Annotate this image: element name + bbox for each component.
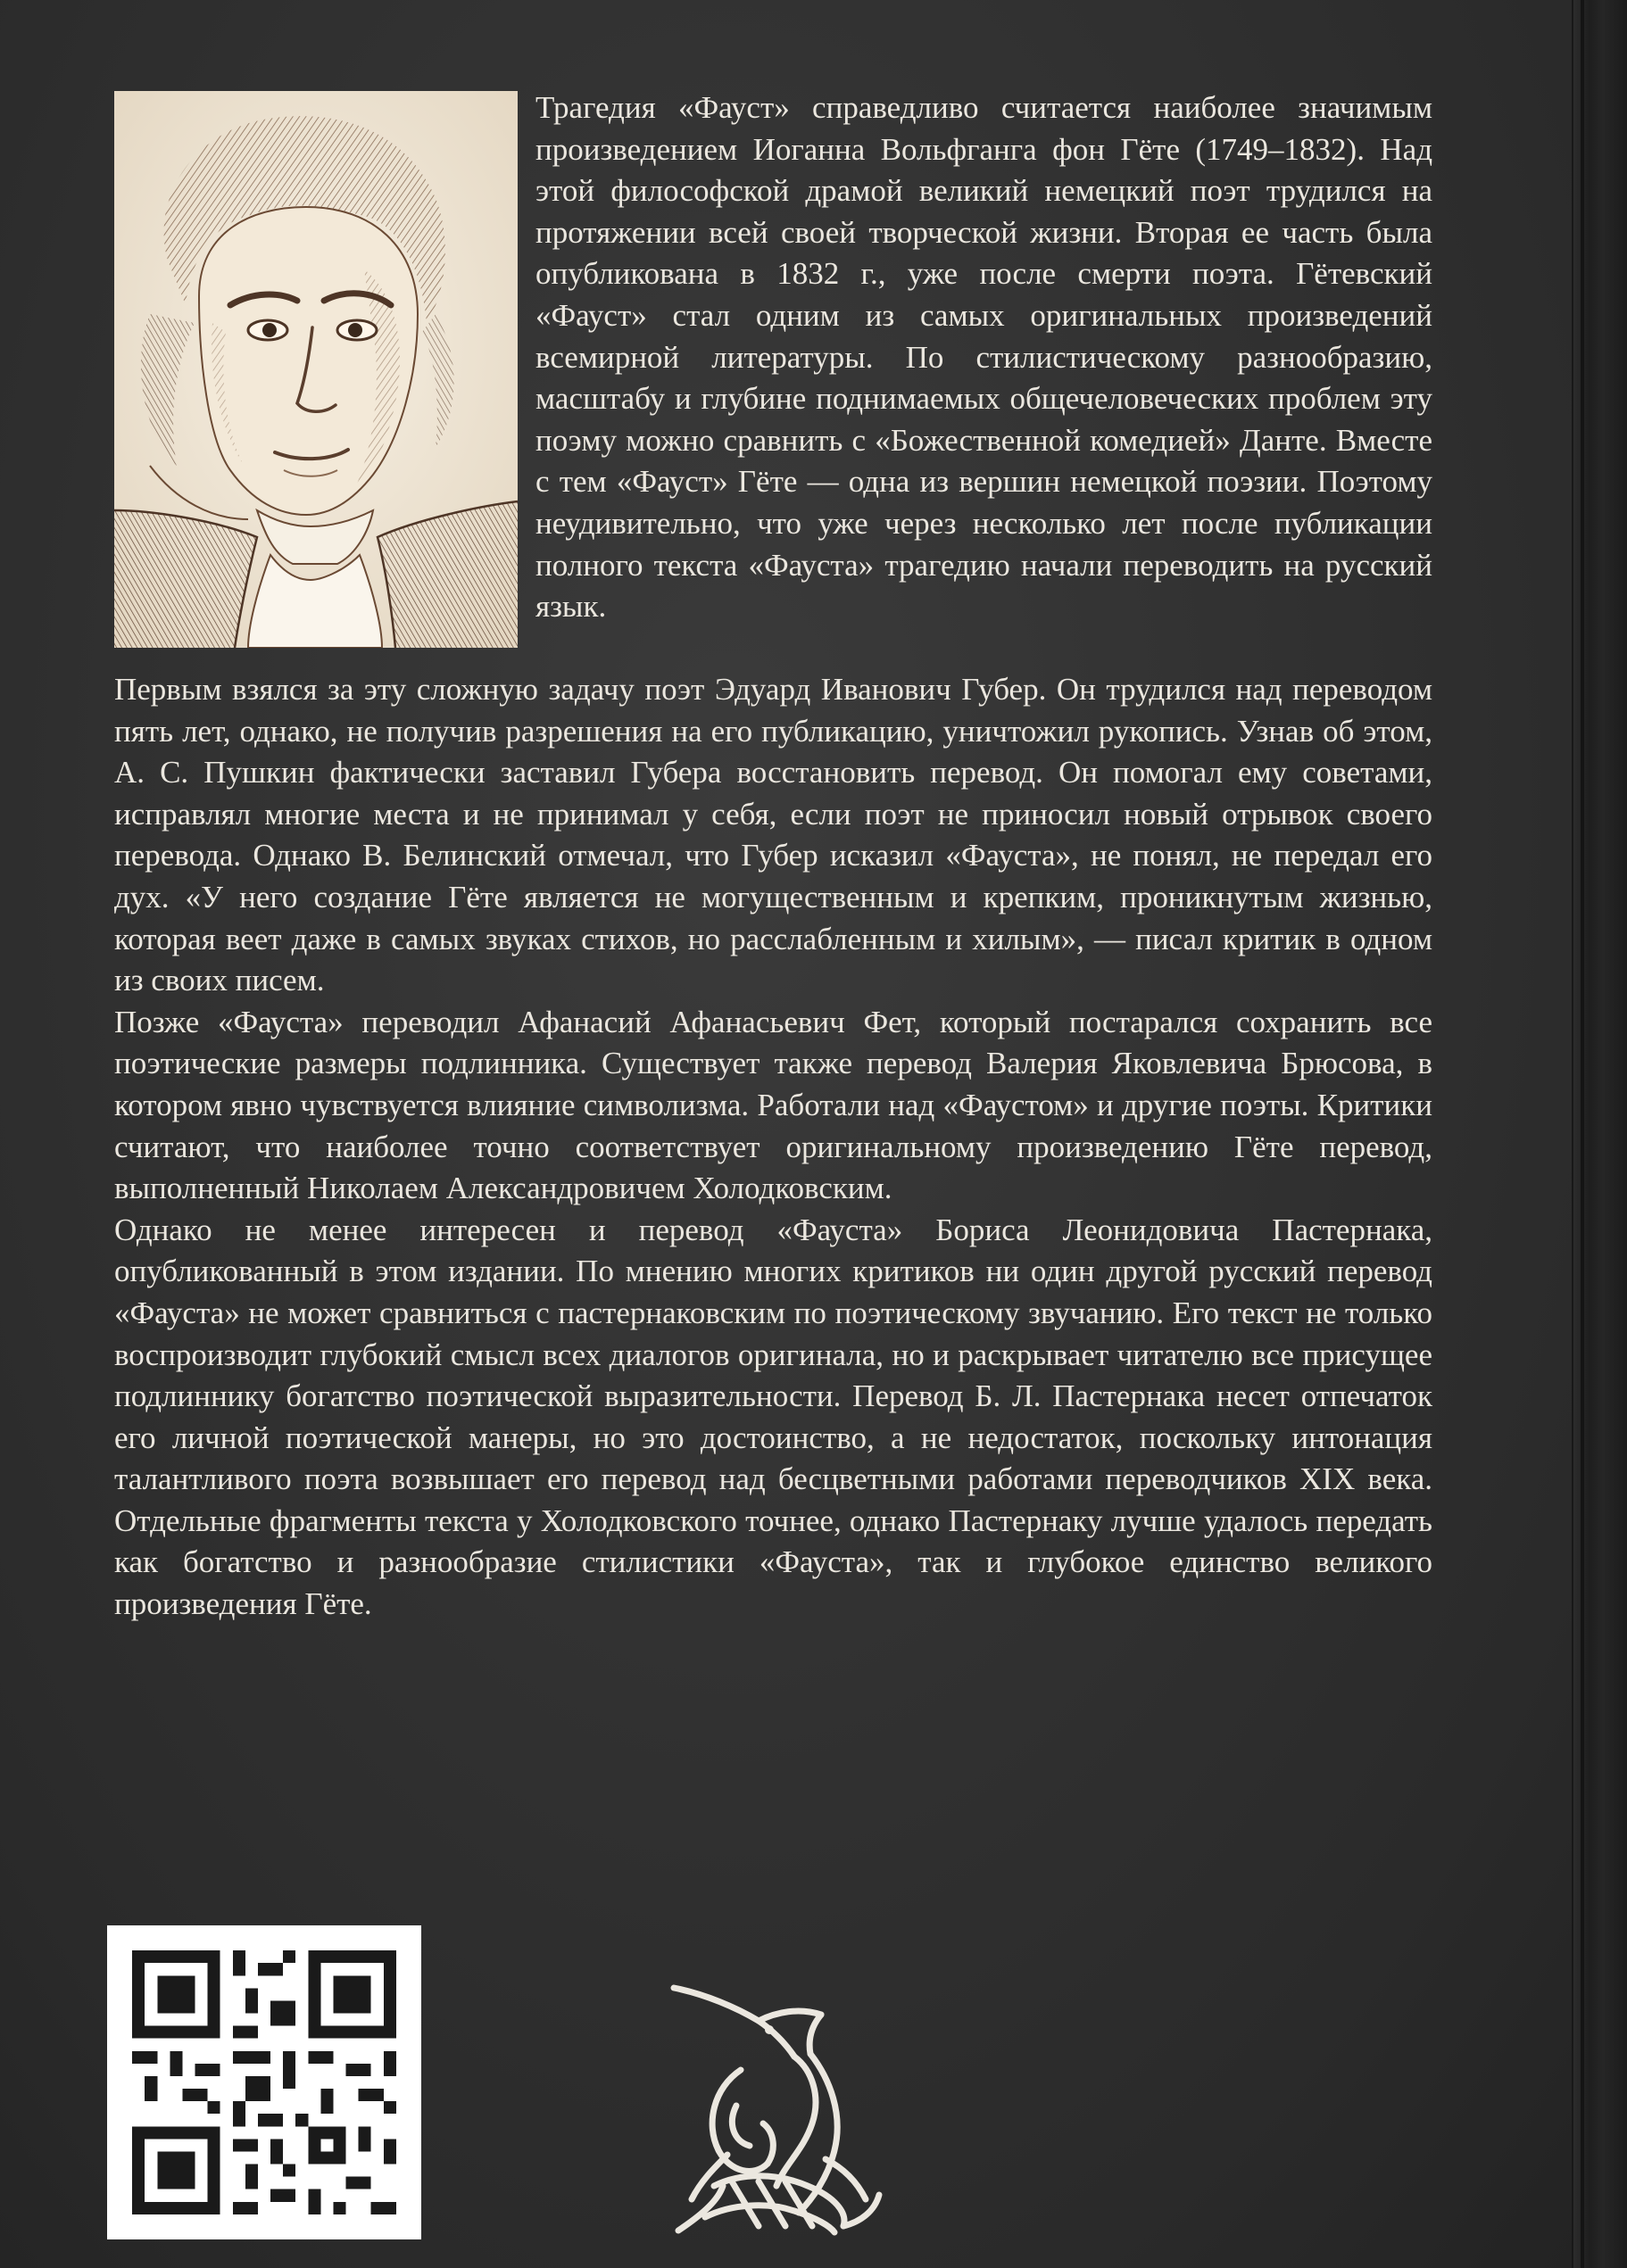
paragraph-guber: Первым взялся за эту сложную задачу поэт Эдуард Иванович Губер. Он трудился над переводом пять лет, однако, не получив разрешения на его публикацию, уничтожил рукопись. Узнав об этом, А. С. Пушкин фактически заставил Губера восстановить перевод. Он помогал ему советами, исправлял многие места и не принимал у себя, если поэт не приносил новый отрывок своего перевода. Однако В. Белинский отмечал, что Губер исказил «Фауста», не понял, не передал его дух. «У него создание Гёте является не могущественным и крепким, проникнутым жизнью, которая веет даже в самых звуках стихов, но расслабленным и хилым», — писал критик в одном из своих писем. [114, 672, 1432, 998]
dragon-emblem-icon [652, 1972, 892, 2239]
paragraph-fet-bryusov: Позже «Фауста» переводил Афанасий Афанасьевич Фет, который постарался сохранить все поэтические размеры подлинника. Существует также перевод Валерия Яковлевича Брюсова, в котором явно чувствуется влияние символизма. Работали над «Фаустом» и другие поэты. Критики считают, что наиболее точно соответствует оригинальному произведению Гёте перевод, выполненный Николаем Александровичем Холодковским. [114, 1004, 1432, 1206]
intro-paragraph [535, 87, 1432, 628]
goethe-portrait-image [114, 91, 518, 648]
qr-code [107, 1925, 421, 2239]
main-text-block [114, 669, 1432, 1626]
cover-hinge-groove [1581, 0, 1584, 2268]
paragraph-pasternak: Однако не менее интересен и перевод «Фауста» Бориса Леонидовича Пастернака, опубликованный в этом издании. По мнению многих критиков ни один другой русский перевод «Фауста» не может сравниться с пастернаковским по поэтическому звучанию. Его текст не только воспроизводит глубокий смысл всех диалогов оригинала, но и раскрывает читателю все присущее подлиннику богатство поэтической выразительности. Перевод Б. Л. Пастернака несет отпечаток его личной поэтической манеры, но это достоинство, а не недостаток, поскольку интонация талантливого поэта возвышает его перевод над бесцветными работами переводчиков XIX века. Отдельные фрагменты текста у Холодковского точнее, однако Пастернаку лучше удалось передать как богатство и разнообразие стилистики «Фауста», так и глубокое единство великого произведения Гёте. [114, 1212, 1432, 1622]
intro-paragraph-text: Трагедия «Фауст» справедливо считается наиболее значимым произведением Иоганна Вольфганга фон Гёте (1749–1832). Над этой философской драмой великий немецкий поэт трудился на протяжении всей своей творческой жизни. Вторая ее часть была опубликована в 1832 г., уже после смерти поэта. Гётевский «Фауст» стал одним из самых оригинальных произведений всемирной литературы. По стилистическому разнообразию, масштабу и глубине поднимаемых общечеловеческих проблем эту поэму можно сравнить с «Божественной комедией» Данте. Вместе с тем «Фауст» Гёте — одна из вершин немецкой поэзии. Поэтому неудивительно, что уже через несколько лет после публикации полного текста «Фауста» трагедию начали переводить на русский язык. [535, 90, 1432, 625]
